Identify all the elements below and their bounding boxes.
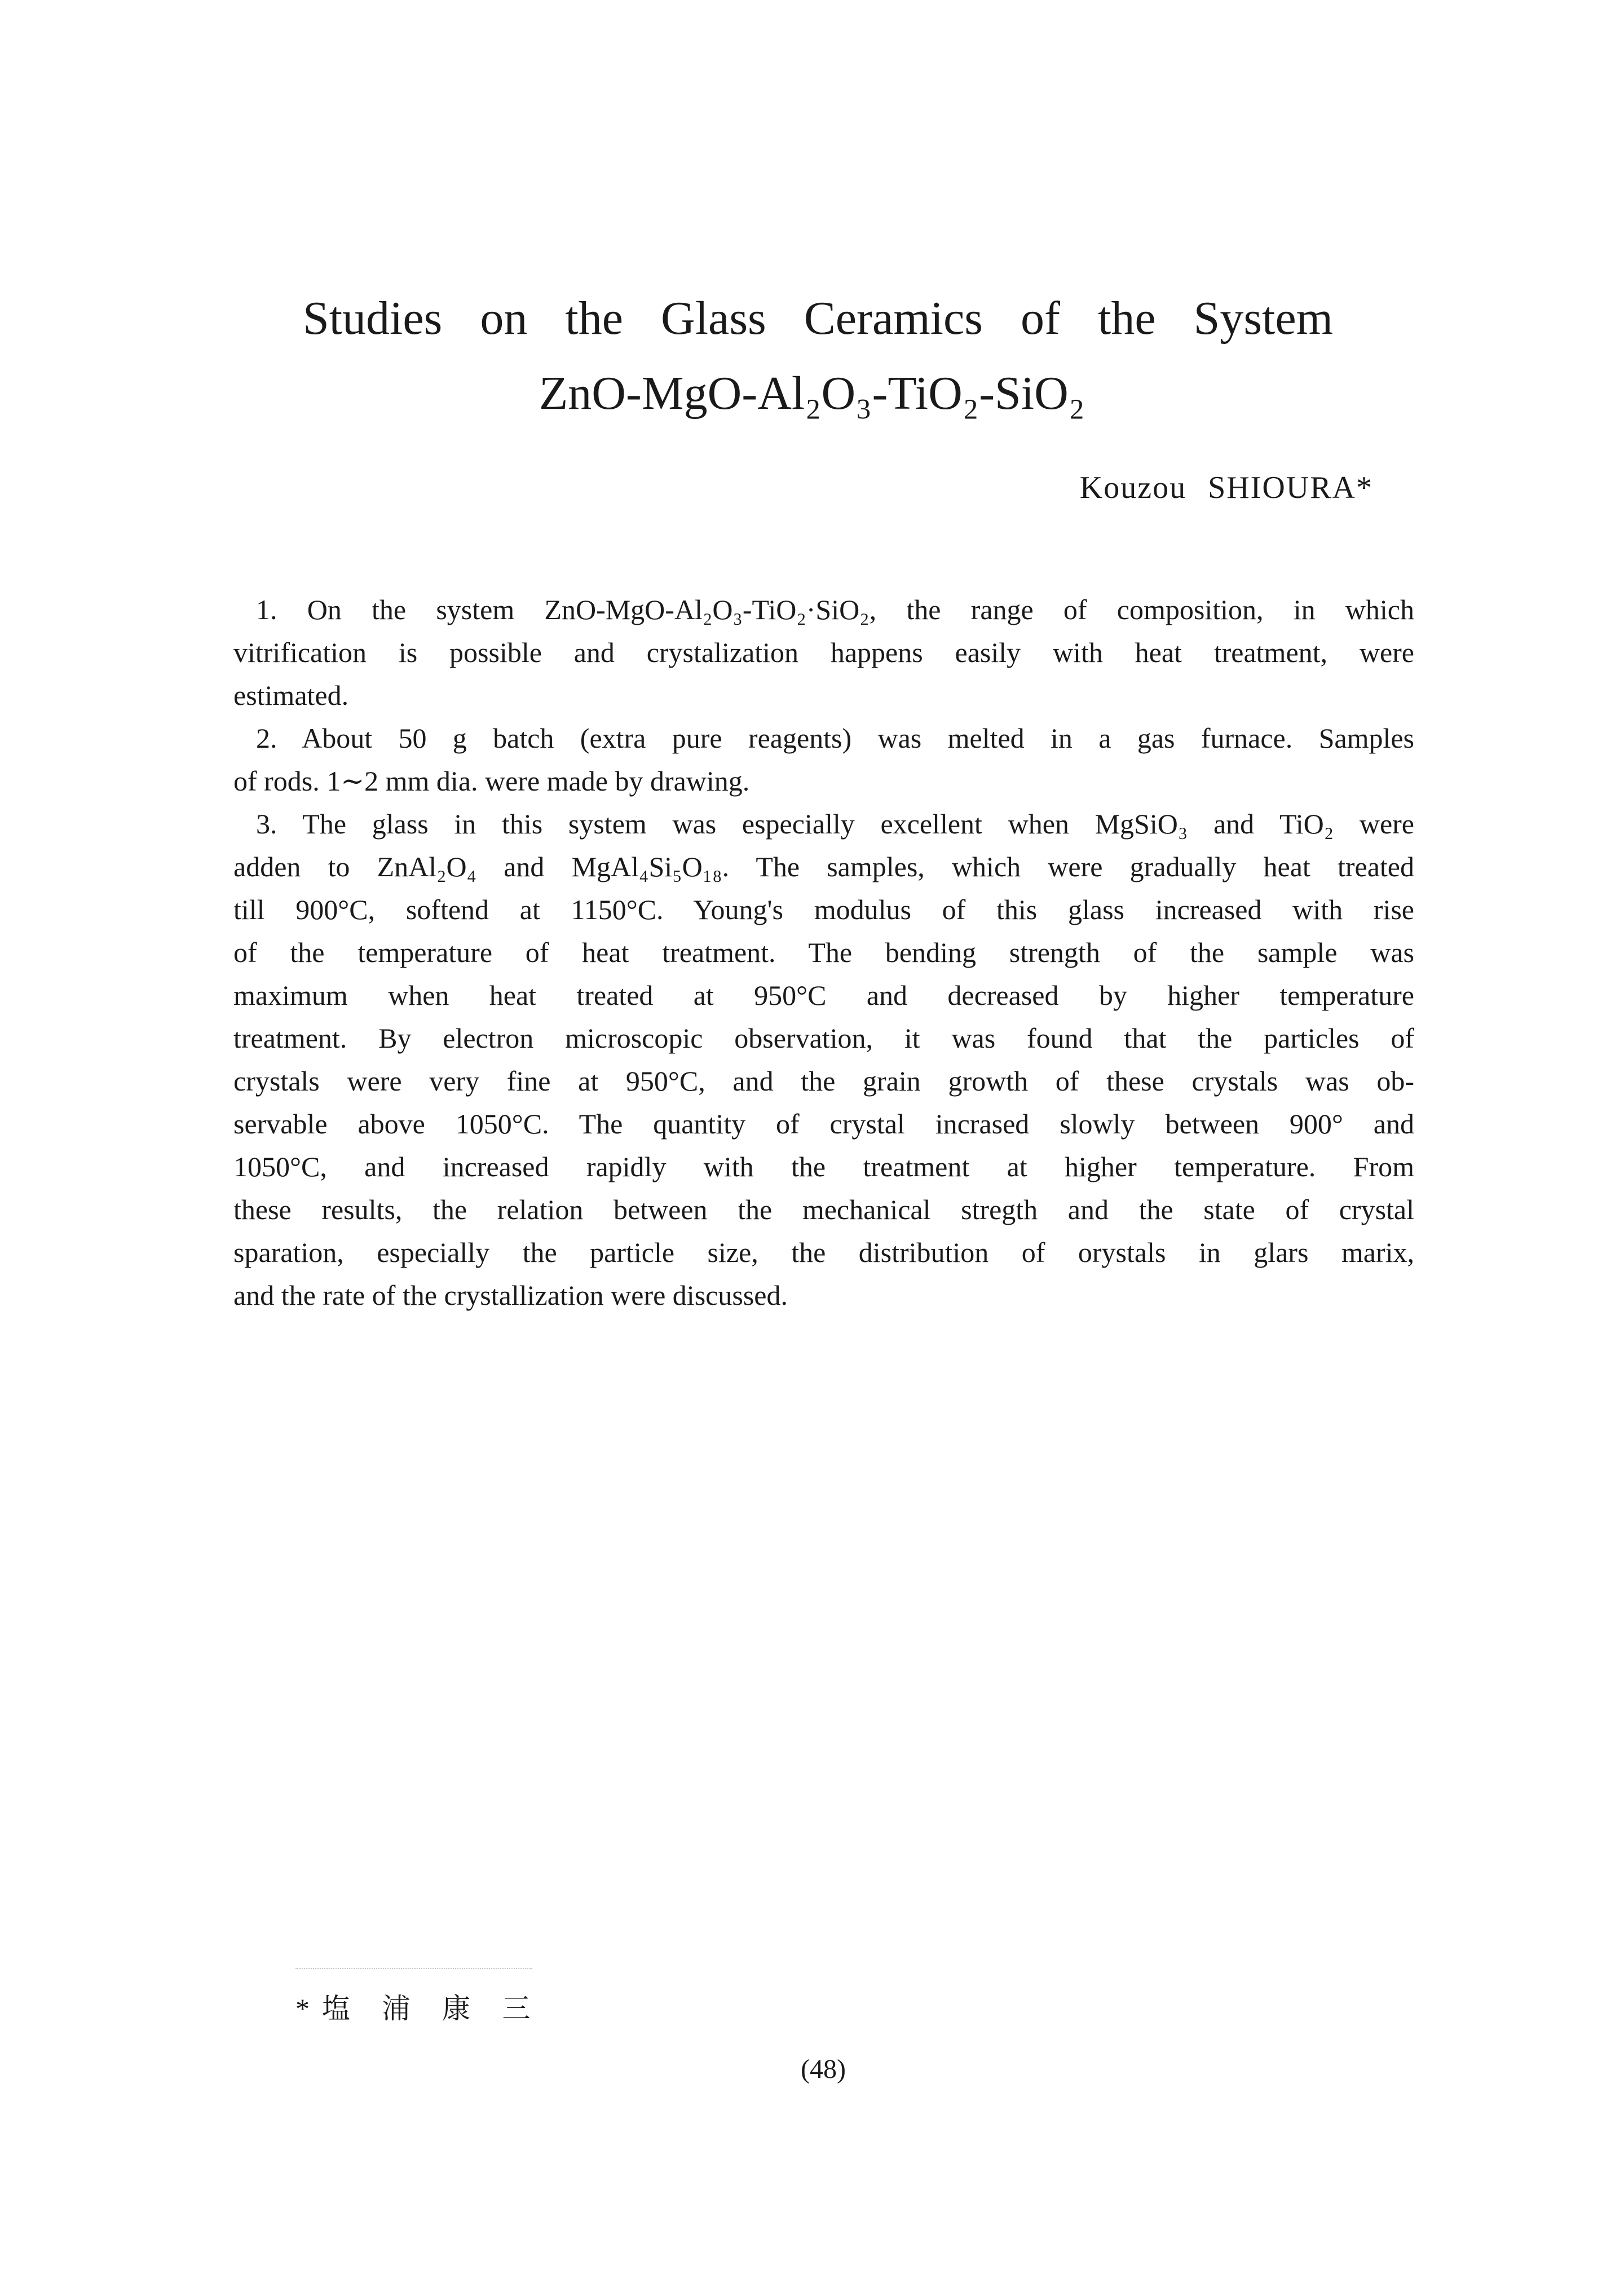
author-name: Kouzou SHIOURA* [1079, 470, 1373, 505]
abstract-line: maximum when heat treated at 950°C and decreased by higher temperature [233, 979, 1414, 1011]
paper-title-line-1: Studies on the Glass Ceramics of the System [303, 292, 1333, 345]
abstract-line: 2. About 50 g batch (extra pure reagents) was melted in a gas furnace. Samples [256, 722, 1414, 754]
abstract-line: adden to ZnAl₂O₄ and MgAl₄Si₅O₁₈. The samples, which were gradually heat treated [233, 851, 1414, 882]
abstract-body [233, 588, 1414, 1317]
abstract-line: vitrification is possible and crystalization happens easily with heat treatment, were [233, 637, 1414, 668]
abstract-line: and the rate of the crystallization were discussed. [233, 1279, 788, 1311]
abstract-line: these results, the relation between the mechanical stregth and the state of crystal [233, 1194, 1414, 1225]
author-footnote: *塩 浦 康 三 [295, 1993, 543, 2024]
abstract-line: till 900°C, softend at 1150°C. Young's modulus of this glass increased with rise [233, 894, 1414, 925]
abstract-line: servable above 1050°C. The quantity of crystal incrased slowly between 900° and [233, 1108, 1414, 1140]
page-number: (48) [801, 2054, 846, 2084]
abstract-line: of rods. 1∼2 mm dia. were made by drawing. [233, 765, 750, 797]
abstract-line: 1050°C, and increased rapidly with the treatment at higher temperature. From [233, 1151, 1414, 1182]
paper-title-line-2: ZnO-MgO-Al₂O₃-TiO₂-SiO₂ [539, 367, 1085, 420]
abstract-line: sparation, especially the particle size, the distribution of orystals in glars marix, [233, 1237, 1414, 1268]
abstract-line: 3. The glass in this system was especially excellent when MgSiO₃ and TiO₂ were [256, 808, 1414, 840]
abstract-line: crystals were very fine at 950°C, and the grain growth of these crystals was ob- [233, 1065, 1414, 1097]
footnote-divider [295, 1968, 532, 1969]
abstract-line: 1. On the system ZnO-MgO-Al₂O₃-TiO₂·SiO₂, the range of composition, in which [256, 594, 1414, 625]
abstract-line: estimated. [233, 679, 349, 711]
abstract-line: treatment. By electron microscopic observation, it was found that the particles of [233, 1022, 1414, 1054]
abstract-line: of the temperature of heat treatment. The bending strength of the sample was [233, 937, 1414, 968]
